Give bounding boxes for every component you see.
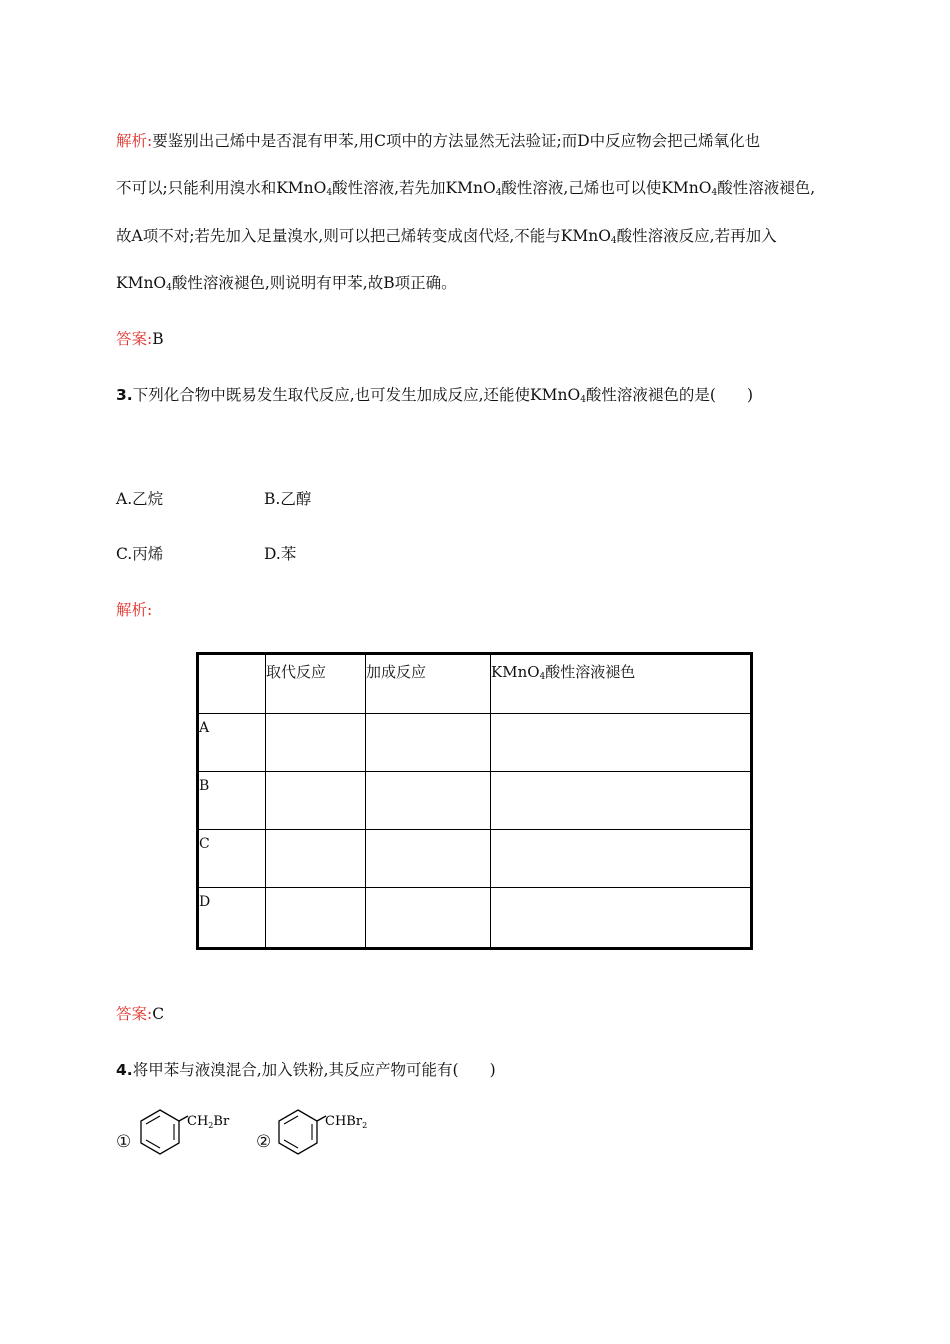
table-cell bbox=[266, 772, 366, 830]
option-text: 丙烯 bbox=[132, 545, 164, 563]
table-header-cell bbox=[198, 654, 266, 714]
question-4-stem bbox=[116, 1060, 496, 1080]
table-cell bbox=[366, 888, 491, 949]
row-label: A bbox=[198, 714, 266, 772]
option-b bbox=[264, 489, 311, 509]
question-text: 将甲苯与液溴混合,加入铁粉,其反应产物可能有( ) bbox=[132, 1061, 496, 1079]
table-cell bbox=[491, 772, 752, 830]
option-c bbox=[116, 544, 163, 564]
table-header-cell: 加成反应 bbox=[366, 654, 491, 714]
question-number: 4. bbox=[116, 1061, 133, 1079]
question-number: 3. bbox=[116, 386, 133, 404]
answer-3 bbox=[116, 1004, 164, 1024]
analysis-line-3: 故A项不对;若先加入足量溴水,则可以把己烯转变成卤代烃,不能与KMnO$_4$酸性溶液反应,若再加入 bbox=[116, 227, 777, 246]
answer-label: 答案: bbox=[116, 330, 153, 348]
analysis-line-1 bbox=[116, 131, 760, 151]
table-header-cell: KMnO$_4$酸性溶液褪色 bbox=[491, 654, 752, 714]
item-mark-2: ② bbox=[256, 1132, 272, 1152]
table-row bbox=[198, 714, 752, 772]
table-row bbox=[198, 830, 752, 888]
option-text: 苯 bbox=[280, 545, 297, 563]
option-text: 乙烷 bbox=[132, 490, 164, 508]
option-letter: A. bbox=[116, 490, 133, 508]
option-a bbox=[116, 489, 163, 509]
row-label: C bbox=[198, 830, 266, 888]
table-cell bbox=[266, 714, 366, 772]
table-cell bbox=[491, 714, 752, 772]
table-header-cell: 取代反应 bbox=[266, 654, 366, 714]
benzyl-bromide-structure bbox=[136, 1105, 246, 1160]
benzal-bromide-structure bbox=[274, 1105, 384, 1160]
table-cell bbox=[266, 888, 366, 949]
question-text: 下列化合物中既易发生取代反应,也可发生加成反应,还能使KMnO$_4$酸性溶液褪色的是( ) bbox=[132, 386, 754, 405]
table-cell bbox=[266, 830, 366, 888]
option-d bbox=[264, 544, 296, 564]
answer-value: B bbox=[152, 330, 164, 348]
answer-2 bbox=[116, 329, 164, 349]
table-cell bbox=[366, 714, 491, 772]
option-letter: D. bbox=[264, 545, 281, 563]
item-mark-1: ① bbox=[116, 1132, 132, 1152]
analysis-label: 解析: bbox=[116, 132, 153, 150]
answer-value: C bbox=[152, 1005, 165, 1023]
option-text: 乙醇 bbox=[280, 490, 312, 508]
svg-text:CH2Br: $CH_2Br$ bbox=[187, 1114, 230, 1130]
answer-label: 答案: bbox=[116, 1005, 153, 1023]
table-cell bbox=[491, 888, 752, 949]
table-cell bbox=[366, 772, 491, 830]
analysis-line-4: KMnO$_4$酸性溶液褪色,则说明有甲苯,故B项正确。 bbox=[116, 274, 457, 293]
svg-text:CHBr2: CHBr$_2$ bbox=[325, 1114, 368, 1130]
row-label: D bbox=[198, 888, 266, 949]
table-cell bbox=[366, 830, 491, 888]
question-3-stem bbox=[116, 385, 753, 410]
table-row bbox=[198, 772, 752, 830]
table-header-row bbox=[198, 654, 752, 714]
analysis-3-label: 解析: bbox=[116, 601, 153, 619]
row-label: B bbox=[198, 772, 266, 830]
option-letter: C. bbox=[116, 545, 133, 563]
analysis-text-1: 要鉴别出己烯中是否混有甲苯,用C项中的方法显然无法验证;而D中反应物会把己烯氧化也 bbox=[152, 132, 761, 150]
option-letter: B. bbox=[264, 490, 281, 508]
analysis-line-2: 不可以;只能利用溴水和KMnO$_4$酸性溶液,若先加KMnO$_4$酸性溶液,己烯也可以使KMnO$_4$酸性溶液褪色, bbox=[116, 179, 816, 198]
analysis-table bbox=[196, 652, 753, 950]
table-row bbox=[198, 888, 752, 949]
table-cell bbox=[491, 830, 752, 888]
